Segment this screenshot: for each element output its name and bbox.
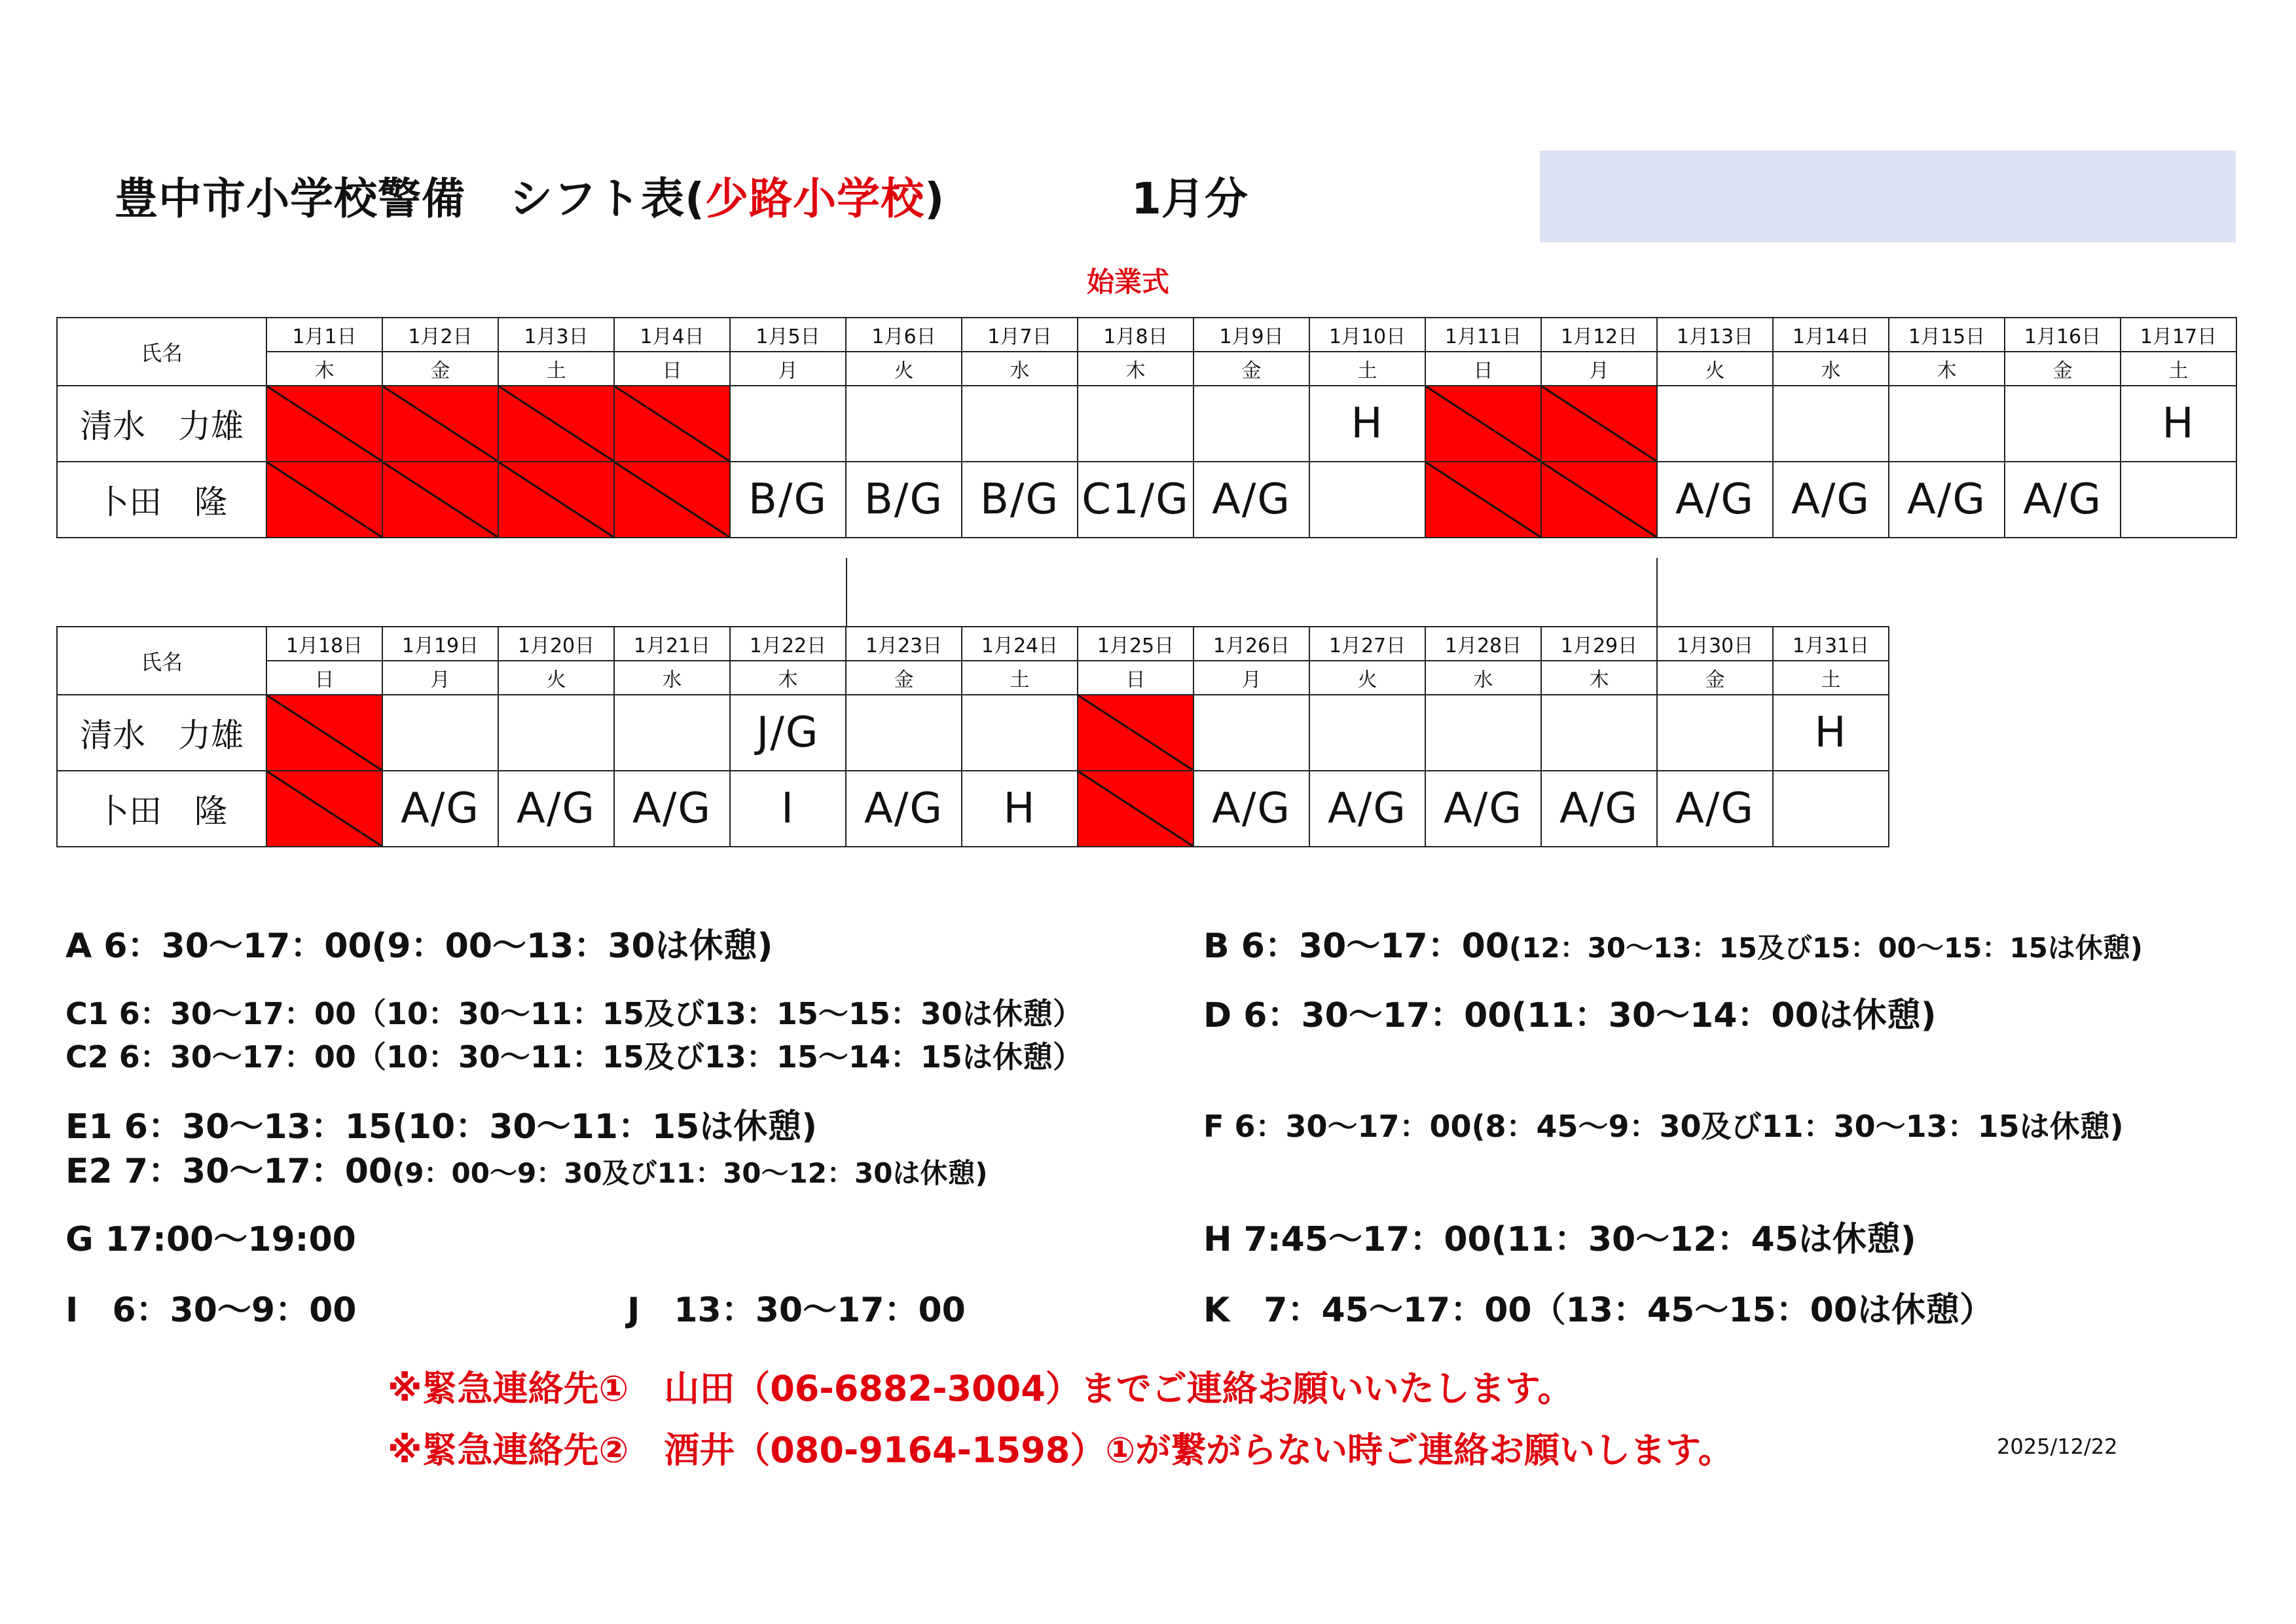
date-header: 1月5日: [730, 318, 846, 352]
off-day-cell: [614, 386, 730, 462]
off-day-cell: [1078, 695, 1194, 771]
shift-cell: B/G: [962, 462, 1078, 538]
shift-cell: [730, 386, 846, 462]
shift-cell: [1657, 386, 1773, 462]
shift-cell: [1541, 695, 1657, 771]
shift-cell: A/G: [1194, 771, 1309, 847]
blank-info-box: [1540, 151, 2236, 242]
weekday-header: 土: [962, 661, 1078, 695]
weekday-header: 月: [1194, 661, 1309, 695]
shift-cell: [1194, 386, 1309, 462]
off-day-cell: [498, 462, 614, 538]
legend-g: G 17:00～19:00: [65, 1220, 356, 1259]
weekday-header: 金: [846, 661, 962, 695]
date-header: 1月27日: [1309, 627, 1425, 661]
shift-cell: A/G: [1773, 462, 1889, 538]
shift-cell: [846, 695, 962, 771]
date-header: 1月9日: [1194, 318, 1309, 352]
weekday-header: 土: [1309, 352, 1425, 386]
off-day-cell: [1541, 462, 1657, 538]
staff-name: 清水 力雄: [57, 386, 266, 462]
shift-cell: C1/G: [1078, 462, 1194, 538]
weekday-header: 土: [498, 352, 614, 386]
title-prefix: 豊中市小学校警備 シフト表(: [115, 174, 706, 224]
off-day-cell: [266, 771, 382, 847]
date-header: 1月26日: [1194, 627, 1309, 661]
weekday-header: 月: [730, 352, 846, 386]
staff-name: 卜田 隆: [57, 462, 266, 538]
shift-cell: A/G: [1657, 771, 1773, 847]
title-suffix: ): [924, 174, 945, 224]
date-header: 1月28日: [1425, 627, 1541, 661]
staff-name: 卜田 隆: [57, 771, 266, 847]
off-day-cell: [1425, 462, 1541, 538]
shift-cell: A/G: [2005, 462, 2121, 538]
weekday-header: 火: [498, 661, 614, 695]
legend-d: D 6：30～17：00(11：30～14：00は休憩): [1203, 996, 1937, 1035]
weekday-header: 木: [266, 352, 382, 386]
table-row: [57, 771, 1889, 847]
legend-k: K 7：45～17：00（13：45～15：00は休憩）: [1203, 1291, 1994, 1330]
date-header: 1月25日: [1078, 627, 1194, 661]
date-header: 1月20日: [498, 627, 614, 661]
date-header: 1月29日: [1541, 627, 1657, 661]
date-header: 1月2日: [382, 318, 498, 352]
shift-cell: [962, 695, 1078, 771]
date-header: 1月8日: [1078, 318, 1194, 352]
weekday-header: 金: [382, 352, 498, 386]
shift-cell: [1773, 771, 1889, 847]
staff-name: 清水 力雄: [57, 695, 266, 771]
shift-table-bottom: [56, 626, 1889, 847]
emergency-contact-2: ※緊急連絡先② 酒井（080-9164-1598）①が繋がらない時ご連絡お願いします。: [388, 1430, 1734, 1471]
off-day-cell: [1078, 771, 1194, 847]
legend-h: H 7:45～17：00(11：30～12：45は休憩): [1203, 1220, 1916, 1259]
date-header: 1月14日: [1773, 318, 1889, 352]
shift-cell: A/G: [498, 771, 614, 847]
date-header: 1月6日: [846, 318, 962, 352]
off-day-cell: [382, 462, 498, 538]
shift-cell: B/G: [730, 462, 846, 538]
issue-date: 2025/12/22: [1997, 1434, 2118, 1459]
date-header: 1月17日: [2121, 318, 2236, 352]
off-day-cell: [266, 695, 382, 771]
shift-cell: [1657, 695, 1773, 771]
weekday-header: 日: [1078, 661, 1194, 695]
shift-cell: [1889, 386, 2005, 462]
shift-cell: B/G: [846, 462, 962, 538]
shift-cell: [1078, 386, 1194, 462]
weekday-header: 水: [962, 352, 1078, 386]
shift-cell: [1309, 695, 1425, 771]
weekday-header: 木: [1078, 352, 1194, 386]
shift-cell: I: [730, 771, 846, 847]
shift-cell: [1194, 695, 1309, 771]
date-header: 1月7日: [962, 318, 1078, 352]
shift-cell: J/G: [730, 695, 846, 771]
shift-cell: [846, 386, 962, 462]
date-header: 1月10日: [1309, 318, 1425, 352]
weekday-header: 火: [1309, 661, 1425, 695]
off-day-cell: [382, 386, 498, 462]
divider-line: [1656, 558, 1658, 627]
weekday-header: 日: [614, 352, 730, 386]
weekday-header: 土: [2121, 352, 2236, 386]
date-header: 1月13日: [1657, 318, 1773, 352]
shift-cell: A/G: [1425, 771, 1541, 847]
date-header: 1月15日: [1889, 318, 2005, 352]
shift-cell: A/G: [1309, 771, 1425, 847]
shift-cell: H: [1773, 695, 1889, 771]
date-header: 1月16日: [2005, 318, 2121, 352]
shift-cell: [2005, 386, 2121, 462]
date-header: 1月21日: [614, 627, 730, 661]
month-label: 1月分: [1131, 174, 1248, 224]
weekday-header: 火: [846, 352, 962, 386]
weekday-header: 木: [1889, 352, 2005, 386]
shift-cell: H: [2121, 386, 2236, 462]
event-note: 始業式: [1087, 266, 1170, 298]
legend-j: J 13：30～17：00: [627, 1291, 966, 1330]
weekday-header: 水: [1773, 352, 1889, 386]
weekday-header: 日: [1425, 352, 1541, 386]
shift-cell: [1425, 695, 1541, 771]
weekday-header: 土: [1773, 661, 1889, 695]
shift-cell: A/G: [382, 771, 498, 847]
legend-a: A 6：30～17：00(9：00～13：30は休憩): [65, 927, 773, 966]
shift-cell: A/G: [1657, 462, 1773, 538]
shift-cell: [1773, 386, 1889, 462]
shift-cell: [1309, 462, 1425, 538]
legend-c2: C2 6：30～17：00（10：30～11：15及び13：15～14：15は休憩）: [65, 1039, 1083, 1075]
divider-line: [846, 558, 847, 627]
off-day-cell: [266, 386, 382, 462]
legend-e2: E2 7：30～17：00(9：00～9：30及び11：30～12：30は休憩): [65, 1152, 988, 1191]
off-day-cell: [266, 462, 382, 538]
date-header: 1月11日: [1425, 318, 1541, 352]
shift-cell: A/G: [1194, 462, 1309, 538]
shift-cell: A/G: [614, 771, 730, 847]
date-header: 1月19日: [382, 627, 498, 661]
shift-cell: A/G: [1541, 771, 1657, 847]
shift-cell: [614, 695, 730, 771]
shift-cell: H: [962, 771, 1078, 847]
legend-f: F 6：30～17：00(8：45～9：30及び11：30～13：15は休憩): [1203, 1109, 2124, 1144]
off-day-cell: [498, 386, 614, 462]
date-header: 1月18日: [266, 627, 382, 661]
weekday-header: 木: [730, 661, 846, 695]
weekday-header: 火: [1657, 352, 1773, 386]
date-header: 1月4日: [614, 318, 730, 352]
shift-cell: [962, 386, 1078, 462]
shift-cell: [2121, 462, 2236, 538]
weekday-header: 金: [1657, 661, 1773, 695]
shift-table-top: [56, 317, 2237, 538]
weekday-header: 月: [1541, 352, 1657, 386]
name-column-header: 氏名: [57, 318, 266, 386]
weekday-header: 金: [1194, 352, 1309, 386]
shift-cell: [382, 695, 498, 771]
weekday-header: 金: [2005, 352, 2121, 386]
legend-i: I 6：30～9：00: [65, 1291, 357, 1330]
off-day-cell: [1425, 386, 1541, 462]
legend-b: B 6：30～17：00(12：30～13：15及び15：00～15：15は休憩): [1203, 927, 2143, 966]
table-row: [57, 386, 2236, 462]
table-row: [57, 695, 1889, 771]
date-header: 1月23日: [846, 627, 962, 661]
shift-cell: [498, 695, 614, 771]
weekday-header: 水: [614, 661, 730, 695]
date-header: 1月30日: [1657, 627, 1773, 661]
weekday-header: 日: [266, 661, 382, 695]
date-header: 1月24日: [962, 627, 1078, 661]
shift-cell: A/G: [846, 771, 962, 847]
legend-c1: C1 6：30～17：00（10：30～11：15及び13：15～15：30は休憩）: [65, 996, 1083, 1031]
shift-cell: A/G: [1889, 462, 2005, 538]
shift-cell: H: [1309, 386, 1425, 462]
school-name: 少路小学校: [705, 174, 925, 224]
weekday-header: 月: [382, 661, 498, 695]
off-day-cell: [1541, 386, 1657, 462]
name-column-header: 氏名: [57, 627, 266, 695]
date-header: 1月3日: [498, 318, 614, 352]
date-header: 1月12日: [1541, 318, 1657, 352]
date-header: 1月1日: [266, 318, 382, 352]
table-row: [57, 462, 2236, 538]
emergency-contact-1: ※緊急連絡先① 山田（06-6882-3004）までご連絡お願いいたします。: [388, 1368, 1573, 1409]
legend-e1: E1 6：30～13：15(10：30～11：15は休憩): [65, 1107, 818, 1147]
weekday-header: 木: [1541, 661, 1657, 695]
weekday-header: 水: [1425, 661, 1541, 695]
date-header: 1月31日: [1773, 627, 1889, 661]
off-day-cell: [614, 462, 730, 538]
date-header: 1月22日: [730, 627, 846, 661]
page-title: [115, 164, 945, 226]
